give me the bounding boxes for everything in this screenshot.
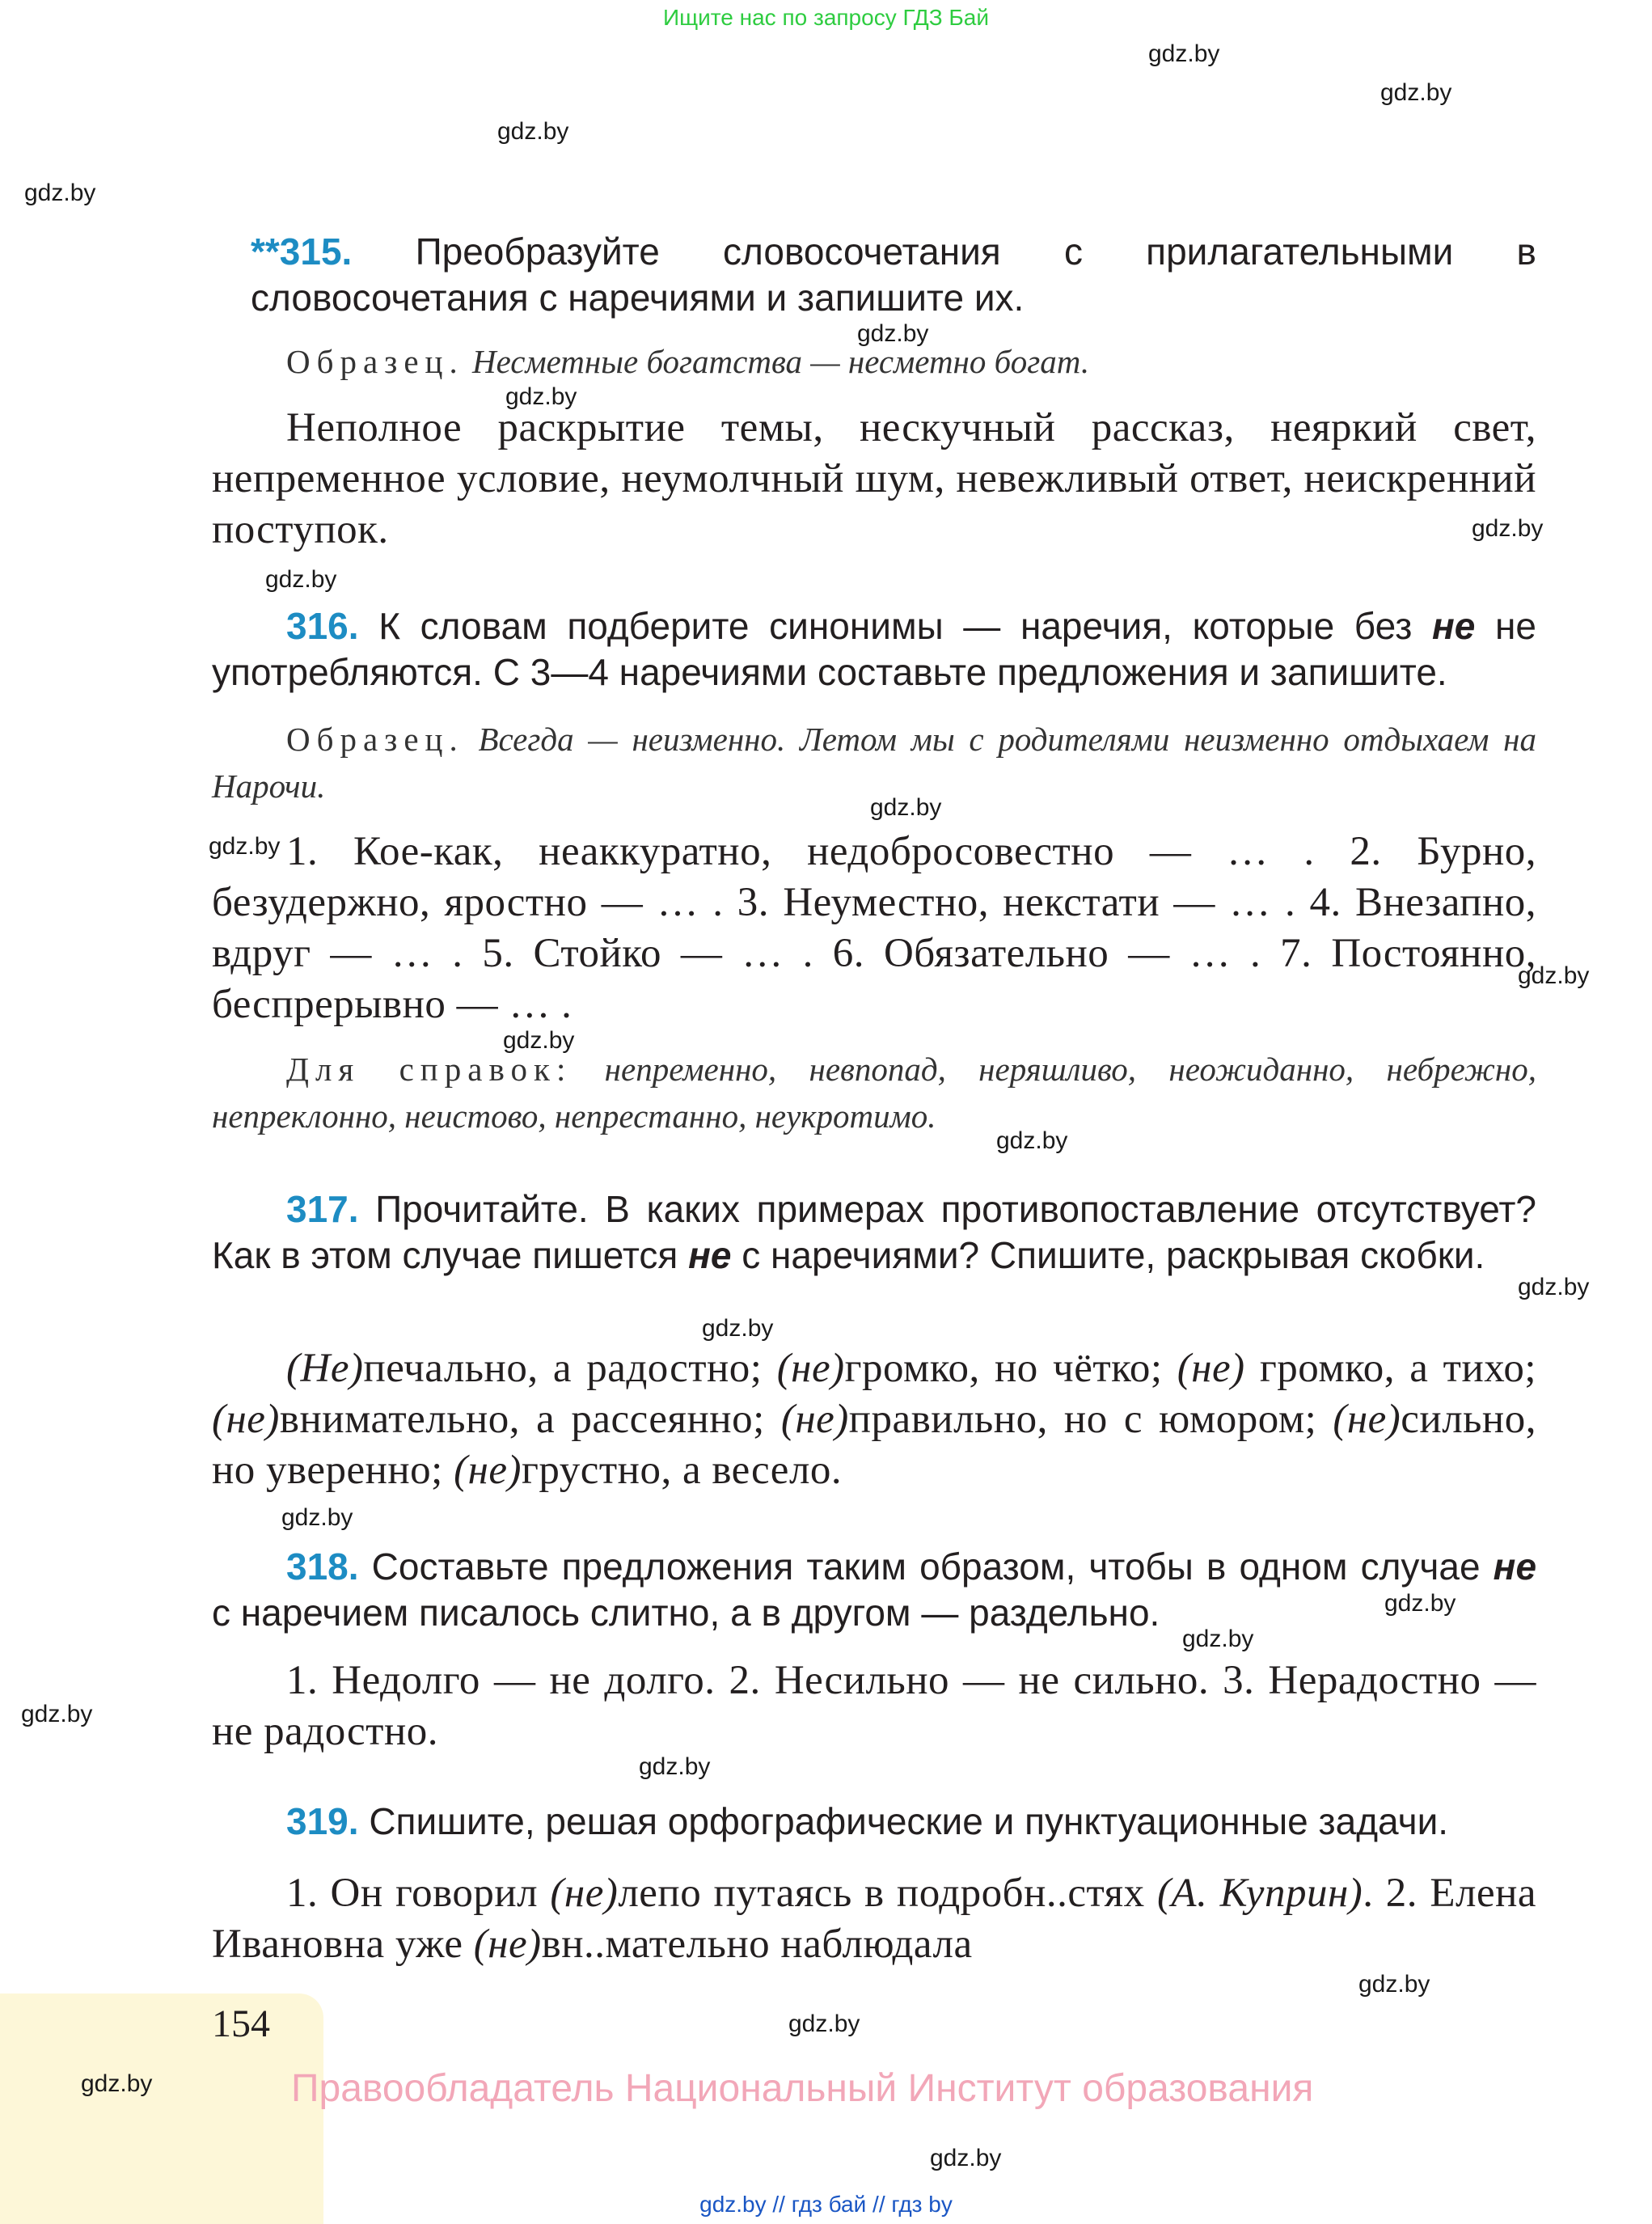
task-316-reference xyxy=(212,1046,1536,1139)
task-315-sample xyxy=(212,338,1536,385)
exercise-text: 1. Недолго — не долго. 2. Несильно — не сильно. 3. Нерадостно — не радостно. xyxy=(212,1658,1536,1754)
task-number: 316. xyxy=(286,605,359,647)
bracket-ne: (не) xyxy=(1177,1346,1245,1391)
reference-text: непременно, невпопад, неряшливо, неожиданно, небрежно, непреклонно, неистово, непрестанно, неукротимо. xyxy=(212,1051,1537,1135)
exercise-text xyxy=(212,1868,1536,1970)
word: внимательно, а рассеянно; xyxy=(279,1397,781,1442)
task-instruction-cont: с наречиями? Спишите, раскрывая скобки. xyxy=(741,1234,1485,1276)
task-number: 318. xyxy=(286,1545,359,1588)
watermark: gdz.by xyxy=(1518,1274,1590,1300)
task-315 xyxy=(251,229,1536,321)
watermark: gdz.by xyxy=(281,1504,353,1531)
task-316-body xyxy=(212,827,1536,1030)
text-part: . 2. Елена Ивановна уже xyxy=(212,1871,1537,1967)
bracket-ne: (не) xyxy=(780,1397,849,1442)
watermark: gdz.by xyxy=(1472,515,1544,542)
word: правильно, но с юмором; xyxy=(848,1397,1333,1442)
corner-tab xyxy=(0,1994,323,2224)
word: сильно, но уверенно; xyxy=(212,1397,1536,1493)
text-part: вн..мательно наблюдала xyxy=(541,1922,973,1967)
task-number: **315. xyxy=(251,230,353,273)
task-315-body xyxy=(212,403,1536,556)
watermark: gdz.by xyxy=(870,794,942,821)
watermark: gdz.by xyxy=(81,2070,153,2097)
task-number: 319. xyxy=(286,1800,359,1842)
watermark: gdz.by xyxy=(24,180,96,206)
bracket-ne: (не) xyxy=(473,1922,542,1967)
task-316-sample xyxy=(212,716,1536,810)
task-317-body xyxy=(212,1343,1536,1496)
text-part: 1. Он говорил xyxy=(286,1871,551,1916)
watermark: gdz.by xyxy=(497,118,569,145)
watermark: gdz.by xyxy=(1384,1590,1456,1617)
bracket-ne: (не) xyxy=(454,1448,522,1493)
sample-text: Несметные богатства — несметно богат. xyxy=(472,343,1090,380)
copyright-owner: Правообладатель Национальный Институт образования xyxy=(291,2067,1314,2110)
reference-label: Для справок: xyxy=(286,1051,572,1088)
watermark: gdz.by xyxy=(1358,1971,1430,1998)
watermark: gdz.by xyxy=(639,1753,711,1780)
task-instruction: Составьте предложения таким образом, чтобы в одном случае xyxy=(371,1545,1481,1588)
sample-label: Образец. xyxy=(286,343,464,380)
watermark: gdz.by xyxy=(1380,79,1452,106)
task-number: 317. xyxy=(286,1188,359,1230)
word: громко, но чётко; xyxy=(844,1346,1177,1391)
task-instruction: Прочитайте. В каких примерах противопоставление отсутствует? Как в этом случае пишется xyxy=(212,1188,1536,1276)
sample-text: Всегда — неизменно. Летом мы с родителями неизменно отдыхаем на Нарочи. xyxy=(212,721,1537,805)
bracket-ne: (не) xyxy=(1333,1397,1401,1442)
task-318-body xyxy=(212,1655,1536,1757)
task-instruction: Спишите, решая орфографические и пунктуационные задачи. xyxy=(369,1800,1449,1842)
task-316 xyxy=(212,603,1536,696)
ne-particle: не xyxy=(1431,605,1476,647)
ne-particle: не xyxy=(1493,1545,1537,1588)
watermark: gdz.by xyxy=(505,383,577,410)
watermark: gdz.by xyxy=(1148,40,1220,67)
word: громко, а тихо; xyxy=(1244,1346,1536,1391)
watermark: gdz.by xyxy=(21,1701,93,1727)
task-instruction-cont: не употребляются. С 3—4 наречиями составьте предложения и запишите. xyxy=(212,605,1536,693)
watermark: gdz.by xyxy=(788,2010,860,2037)
bracket-ne: (не) xyxy=(212,1397,280,1442)
watermark: gdz.by xyxy=(702,1315,774,1342)
sample-label: Образец. xyxy=(286,721,464,758)
watermark: gdz.by xyxy=(1518,962,1590,989)
task-instruction: К словам подберите синонимы — наречия, которые без xyxy=(378,605,1413,647)
exercise-text xyxy=(212,1343,1536,1496)
task-318 xyxy=(212,1544,1536,1636)
watermark: gdz.by xyxy=(209,833,281,860)
task-319 xyxy=(212,1799,1536,1845)
bracket-ne: (не) xyxy=(550,1871,619,1916)
watermark: gdz.by xyxy=(265,566,337,593)
watermark: gdz.by xyxy=(1182,1626,1254,1652)
footer-links[interactable]: gdz.by // гдз бай // гдз by xyxy=(699,2192,953,2217)
exercise-text: 1. Кое-как, неаккуратно, недобросовестно — … . 2. Бурно, безудержно, яростно — … . 3. Неуместно, некстати — … . 4. Внезапно, вдруг — … . 5. Стойко — … . 6. Обязательно — … . 7. Постоянно, беспрерывно — … . xyxy=(212,829,1536,1027)
bracket-ne: (Не) xyxy=(286,1346,364,1391)
top-banner: Ищите нас по запросу ГДЗ Бай xyxy=(662,5,990,30)
text-part: лепо путаясь в подробн..стях xyxy=(618,1871,1157,1916)
watermark: gdz.by xyxy=(996,1127,1068,1154)
task-317 xyxy=(212,1186,1536,1279)
exercise-text: Неполное раскрытие темы, нескучный рассказ, неяркий свет, непременное условие, неумолчный шум, невежливый ответ, неискренний поступок. xyxy=(212,405,1536,552)
task-instruction-cont: с наречием писалось слитно, а в другом — раздельно. xyxy=(212,1592,1160,1634)
task-instruction: Преобразуйте словосочетания с прилагательными в словосочетания с наречиями и запишите их. xyxy=(251,230,1536,319)
ne-particle: не xyxy=(688,1234,732,1276)
watermark: gdz.by xyxy=(930,2145,1002,2171)
watermark: gdz.by xyxy=(857,320,929,347)
task-319-body xyxy=(212,1868,1536,1970)
bracket-ne: (не) xyxy=(776,1346,845,1391)
word: печально, а радостно; xyxy=(363,1346,777,1391)
watermark: gdz.by xyxy=(503,1027,575,1054)
author-citation: (А. Куприн) xyxy=(1156,1871,1363,1916)
word: грустно, а весело. xyxy=(522,1448,843,1493)
page-number: 154 xyxy=(212,2002,270,2045)
